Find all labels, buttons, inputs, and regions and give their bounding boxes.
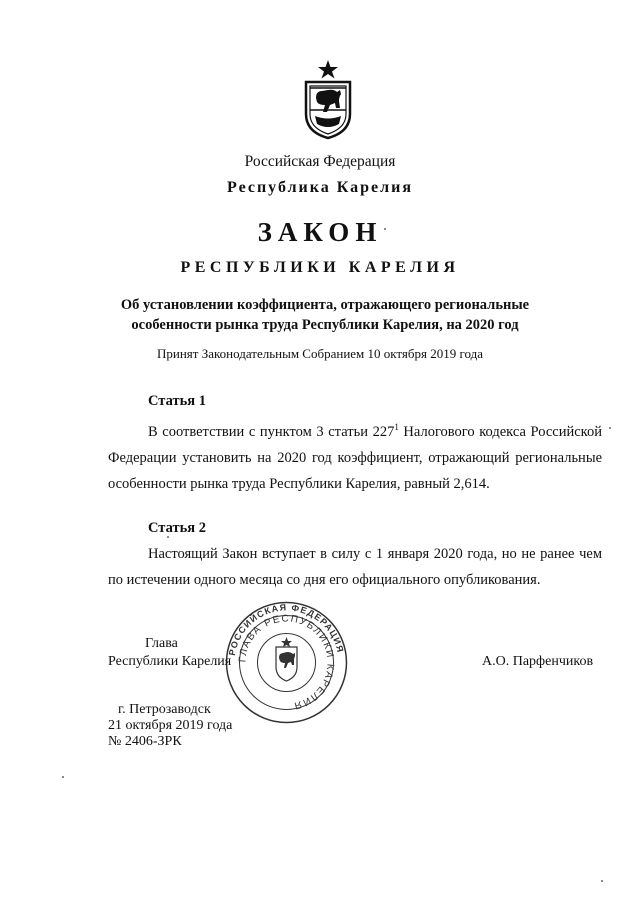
article-1-text bbox=[108, 414, 602, 497]
seal-outer-text: РОССИЙСКАЯ ФЕДЕРАЦИЯ bbox=[226, 602, 346, 657]
signature-position-line2: Республики Карелия bbox=[108, 654, 232, 669]
scan-speck bbox=[601, 880, 603, 882]
place-of-signing: г. Петрозаводск bbox=[118, 702, 211, 717]
scan-speck bbox=[384, 228, 386, 230]
coat-of-arms-emblem bbox=[303, 58, 353, 140]
law-subtitle: РЕСПУБЛИКИ КАРЕЛИЯ bbox=[180, 259, 460, 276]
article-1-text-start: В соответствии с пунктом 3 статьи 227 bbox=[148, 423, 395, 440]
scan-speck bbox=[609, 427, 611, 429]
seal-inner-text: ГЛАВА РЕСПУБЛИКИ КАРЕЛИЯ bbox=[237, 613, 336, 712]
signature-position-line1: Глава bbox=[145, 636, 178, 651]
law-subject: Об установлении коэффициента, отражающего региональные особенности рынка труда Республики Карелия, на 2020 год bbox=[120, 297, 530, 333]
country-heading: Российская Федерация bbox=[244, 153, 396, 170]
signatory-name: А.О. Парфенчиков bbox=[482, 654, 594, 669]
article-1-text-end: Налогового кодекса Российской Федерации установить на 2020 год коэффициент, отражающий региональные особенности рынка труда Республики Карелия, равный 2,614. bbox=[108, 423, 602, 492]
adoption-note: Принят Законодательным Собранием 10 октября 2019 года bbox=[156, 346, 484, 361]
scan-speck bbox=[167, 536, 169, 538]
signing-date: 21 октября 2019 года bbox=[108, 718, 233, 733]
article-2-text: Настоящий Закон вступает в силу с 1 января 2020 года, но не ранее чем по истечении одного месяца со дня его официального опубликования. bbox=[108, 546, 602, 588]
law-number: № 2406-ЗРК bbox=[108, 734, 182, 749]
law-title: ЗАКОН bbox=[257, 217, 383, 247]
article-1-superscript: 1 bbox=[394, 422, 399, 432]
republic-heading: Республика Карелия bbox=[227, 179, 413, 196]
article-1-title: Статья 1 bbox=[148, 393, 206, 409]
official-seal bbox=[225, 601, 348, 724]
article-2-title: Статья 2 bbox=[148, 520, 206, 536]
scan-speck bbox=[62, 776, 64, 778]
